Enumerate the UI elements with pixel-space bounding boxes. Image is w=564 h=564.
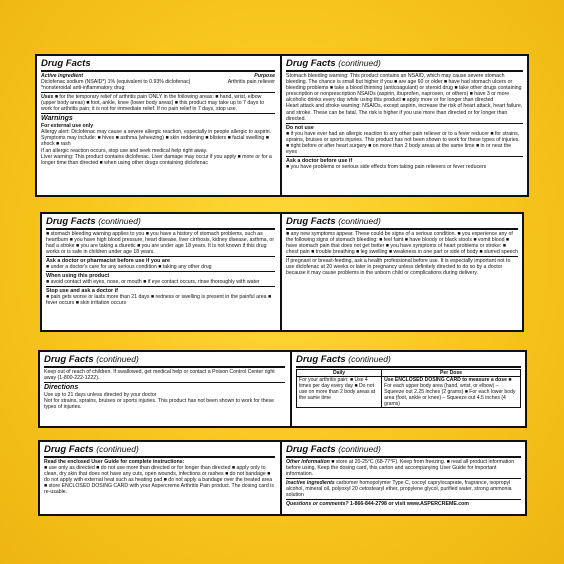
pregnancy-warning: If pregnant or breast-feeding, ask a health professional before use. It is especially important not to use diclofenac at 20 weeks or later in pregnancy unless definitely directed to do so by a doctor because it may cause problems in the unborn child or complications during delivery. [286,258,511,277]
inactive-ingredients-heading: Inactive ingredients [286,480,335,487]
questions-section [286,501,521,507]
drug-facts-panel-4 [38,440,527,516]
do-not-use-heading: Do not use [286,124,314,131]
uses-section [41,94,275,112]
inactive-ingredients-section [286,480,521,498]
warning-signs-text: ■ any new symptoms appear. These could be signs of a serious condition. ■ you experience any of the following signs of stomach bleeding: ■ feel faint ■ have bloody or black stools ■ vomit blood ■ have stomach pain that does not get better ■ you have symptoms of heart problems or stroke: ■ chest pain ■ trouble breathing ■ leg swelling ■ weakness in one part or side of body ■ slurred speech [286,231,518,256]
panel-1-left-column [37,58,279,193]
active-ingredient-text: Diclofenac sodium (NSAID*) 1% (equivalent to 0.93% diclofenac) [41,79,191,86]
inactive-ingredients-text: carbomer homopolymer Type C, cocoyl caprylocaprate, fragrance, isopropyl alcohol, mineral oil, polyoxyl 20 cetostearyl ether, propylene glycol, purified water, strong ammonia solution [286,480,512,499]
per-dose-cell [382,377,521,408]
user-guide-heading: Read the enclosed User Guide for complete instructions: [44,459,185,465]
heart-attack-warning: Heart attack and stroke warning: NSAIDs, except aspirin, increase the risk of heart attack, heart failure, and stroke. These can be fatal. The risk is higher if you use more than directed or for longer than directed. [286,103,523,122]
nsaid-footnote: *nonsteroidal anti-inflammatory drug [41,85,125,92]
uses-text: ■ for the temporary relief of arthritis pain ONLY in the following areas: ■ hand, wrist, elbow (upper body areas) ■ foot, ankle, knee (lower body areas) ■ this product may take up to 7 days to work for arthritis pain; it is not for immediate relief. If no pain relief in 7 days, stop use. [41,94,265,113]
purpose-text: Arthritis pain reliever [227,79,275,86]
questions-text: 1-866-844-2798 or visit www.ASPERCREME.com [350,501,469,508]
drug-facts-continued-title: Drug Facts (continued) [46,216,141,227]
allergy-action-text: If an allergic reaction occurs, stop use and seek medical help right away. [41,147,208,154]
dosing-card-heading: Use ENCLOSED DOSING CARD to measure a dose [384,377,507,383]
other-information-heading: Other information [286,459,330,465]
drug-facts-continued-title: Drug Facts (continued) [286,216,381,227]
directions-heading: Directions [44,383,79,391]
panel-2-right-column [282,216,522,328]
panel-2-left-column [42,216,279,328]
directions-note: Not for strains, sprains, bruises or sports injuries. This product has not been shown to work for these types of injuries. [44,398,274,411]
dosing-col-per-dose: Per Dose [382,370,521,377]
liver-warning-text: Liver warning: This product contains diclofenac. Liver damage may occur if you apply ■ more or for a longer time than directed ■ when using other drugs containing diclofenac [41,153,272,166]
stop-use-heading: Stop use and ask a doctor if [46,288,118,295]
keep-out-of-reach-text: Keep out of reach of children. If swallowed, get medical help or contact a Poison Control Center right away (1-800-222-1222). [44,369,275,382]
dosing-col-daily: Daily [297,370,382,377]
pharmacist-heading: Ask a doctor or pharmacist before use if you are [46,258,171,265]
active-ingredient-heading: Active ingredient [41,73,84,79]
drug-facts-panel-3 [38,350,527,428]
stomach-bleeding-warning: Stomach bleeding warning: This product contains an NSAID, which may cause severe stomach bleeding. The chance is small but higher if you ■ are age 60 or older ■ have had stomach ulcers or bleeding problems ■ take a blood thinning (anticoagulant) or steroid drug ■ take other drugs containing prescription or nonprescription NSAIDs (aspirin, ibuprofen, naproxen, or others) ■ have 3 or more alcoholic drinks every day while using this product ■ apply more or for longer than directed [286,73,522,104]
panel-4-left-column [40,444,279,512]
external-use-text: For external use only [41,123,94,130]
other-information-text: ■ store at 20-25°C (68-77°F). Keep from freezing. ■ read all product information before using. Keep the dosing card, this carton and accompanying User Guide for important information. [286,459,515,478]
daily-dosing-text: For your arthritis pain: ■ Use 4 times per day every day ■ Do not use on more than 2 body areas at the same time [297,377,382,408]
ask-doctor-list: ■ stomach bleeding warning applies to you ■ you have a history of stomach problems, such as heartburn ■ you have high blood pressure, heart disease, liver cirrhosis, kidney disease, asthma, or had a stroke ■ you are taking a diuretic ■ you are under age 18 years. It is not known if this drug works or is safe in children under age 18 years. [46,231,275,256]
drug-facts-continued-title: Drug Facts (continued) [44,354,139,365]
panel-3-left-column [40,354,289,424]
panel-3-right-column [292,354,525,424]
warnings-heading: Warnings [41,115,73,123]
other-information-section [286,459,521,477]
panel-1-right-column [282,58,527,193]
do-not-use-text: ■ if you have ever had an allergic reaction to any other pain reliever or to a fever reducer ■ for strains, sprains, bruises or sports injuries. This product has not been shown to work for these types of injuries. ■ right before or after heart surgery ■ on more than 2 body areas at the same time ■ in or near the eyes [286,130,520,155]
drug-facts-continued-title: Drug Facts (continued) [286,444,381,455]
questions-heading: Questions or comments? [286,501,349,508]
per-dose-text: ■ For each upper body area (hand, wrist, or elbow) – Squeeze out 2.25 inches (2 grams) ■ For each lower body area (foot, ankle or knee) – Squeeze out 4.5 inches (4 grams) [384,377,516,407]
dosing-table [296,369,521,408]
when-using-heading: When using this product [46,273,110,280]
allergy-alert-text: Allergy alert: Diclofenac may cause a severe allergic reaction, especially in people allergic to aspirin. Symptoms may include: ■ hives ■ asthma (wheezing) ■ skin reddening ■ blisters ■ facial swelling ■ shock ■ rash [41,129,272,148]
when-using-text: ■ avoid contact with eyes, nose, or mouth ■ if eye contact occurs, rinse thoroughly with water [46,279,260,286]
panel-4-right-column [282,444,525,512]
drug-facts-continued-title: Drug Facts (continued) [286,58,381,69]
purpose-heading: Purpose [254,73,275,79]
uses-heading: Uses [41,94,54,101]
directions-list: ■ use only as directed ■ do not use more than directed or for longer than directed ■ apply only to clean, dry skin that does not have any cuts, open wounds, infections or rashes ■ do not bandage ■ do not apply with external heat such as heating pad ■ do not apply a bandage over the treated area ■ store ENCLOSED DOSING CARD with your Aspercreme Arthritis Pain product. The dosing card is re-usable. [44,465,274,496]
drug-facts-title: Drug Facts [41,58,91,69]
drug-facts-continued-title: Drug Facts (continued) [296,354,391,365]
pharmacist-text: ■ under a doctor's care for any serious condition ■ taking any other drug [46,264,212,271]
drug-facts-panel-2 [40,212,524,332]
drug-facts-continued-title: Drug Facts (continued) [44,444,139,455]
ask-doctor-text: ■ you have problems or serious side effects from taking pain relievers or fever reducers [286,163,487,170]
ask-doctor-heading: Ask a doctor before use if [286,157,353,164]
drug-facts-panel-1 [35,54,529,197]
stop-use-text: ■ pain gets worse or lasts more than 21 days ■ redness or swelling is present in the painful area ■ fever occurs ■ skin irritation occurs [46,294,272,307]
directions-text: Use up to 21 days unless directed by your doctor [44,391,157,398]
